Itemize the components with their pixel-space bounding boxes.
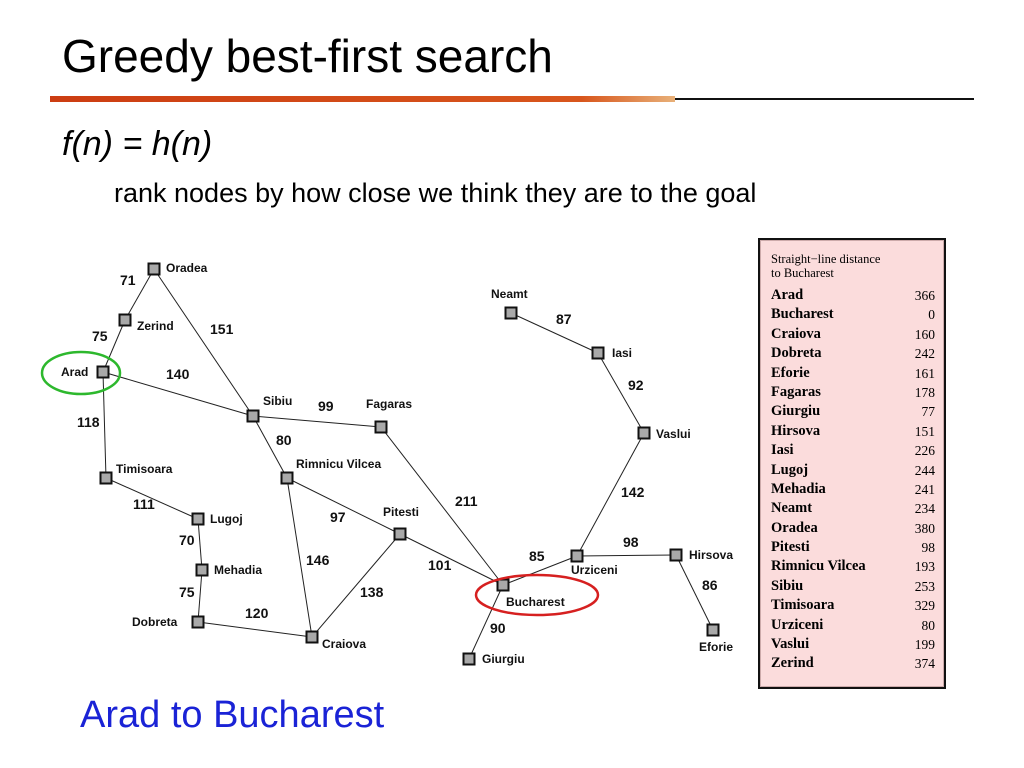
city-label-arad: Arad bbox=[61, 365, 89, 379]
road-distance-label: 98 bbox=[623, 534, 639, 550]
city-label-timisoara: Timisoara bbox=[116, 462, 173, 476]
table-row bbox=[771, 520, 935, 539]
road-distance-label: 120 bbox=[245, 605, 269, 621]
table-row bbox=[771, 617, 935, 636]
table-title-line2: to Bucharest bbox=[771, 266, 834, 280]
table-rows bbox=[771, 287, 935, 675]
city-label-neamt: Neamt bbox=[491, 287, 528, 301]
city-label-lugoj: Lugoj bbox=[210, 512, 243, 526]
city-label-sibiu: Sibiu bbox=[263, 394, 293, 408]
road-distance-label: 70 bbox=[179, 532, 195, 548]
table-city-name: Rimnicu Vilcea bbox=[771, 558, 866, 575]
city-label-urziceni: Urziceni bbox=[571, 563, 618, 577]
city-node-timisoara bbox=[101, 473, 112, 484]
table-distance-value: 80 bbox=[921, 617, 935, 633]
table-city-name: Iasi bbox=[771, 442, 794, 459]
table-city-name: Vaslui bbox=[771, 636, 810, 653]
road-distance-label: 86 bbox=[702, 577, 718, 593]
city-label-rimnicu-vilcea: Rimnicu Vilcea bbox=[296, 457, 382, 471]
table-city-name: Arad bbox=[771, 287, 804, 303]
road-distance-label: 211 bbox=[455, 493, 478, 509]
table-title bbox=[771, 252, 880, 280]
straight-line-distance-table bbox=[758, 238, 946, 689]
table-distance-value: 374 bbox=[914, 656, 935, 672]
table-row bbox=[771, 462, 935, 481]
table-distance-value: 234 bbox=[914, 501, 935, 517]
road-mehadia-dobreta bbox=[198, 570, 202, 622]
table-row bbox=[771, 597, 935, 616]
highlight-layer bbox=[42, 352, 598, 615]
table-row bbox=[771, 345, 935, 364]
table-city-name: Giurgiu bbox=[771, 403, 821, 420]
city-label-iasi: Iasi bbox=[612, 346, 633, 360]
table-row bbox=[771, 539, 935, 558]
road-arad-timisoara bbox=[103, 372, 106, 478]
city-label-fagaras: Fagaras bbox=[366, 397, 413, 411]
table-city-name: Timisoara bbox=[771, 597, 835, 614]
road-distance-label: 92 bbox=[628, 377, 644, 393]
road-distance-label: 87 bbox=[556, 311, 572, 327]
table-city-name: Fagaras bbox=[771, 383, 821, 400]
table-row bbox=[771, 423, 935, 442]
city-node-bucharest bbox=[498, 580, 509, 591]
city-node-fagaras bbox=[376, 422, 387, 433]
road-distance-label: 151 bbox=[210, 321, 234, 337]
caption: Arad to Bucharest bbox=[80, 694, 385, 736]
city-node-rimnicu-vilcea bbox=[282, 473, 293, 484]
table-city-name: Zerind bbox=[771, 655, 814, 672]
city-node-mehadia bbox=[197, 565, 208, 576]
city-node-dobreta bbox=[193, 617, 204, 628]
road-distance-label: 80 bbox=[276, 432, 292, 448]
road-craiova-pitesti bbox=[312, 534, 400, 637]
table-row bbox=[771, 578, 935, 597]
city-label-oradea: Oradea bbox=[166, 261, 208, 275]
table-distance-value: 98 bbox=[921, 540, 935, 556]
table-row bbox=[771, 384, 935, 403]
city-node-urziceni bbox=[572, 551, 583, 562]
table-distance-value: 253 bbox=[914, 578, 935, 594]
city-label-mehadia: Mehadia bbox=[214, 563, 263, 577]
table-row bbox=[771, 326, 935, 345]
city-node-iasi bbox=[593, 348, 604, 359]
cities-layer bbox=[61, 261, 733, 666]
road-distance-label: 75 bbox=[92, 328, 108, 344]
city-label-eforie: Eforie bbox=[699, 640, 734, 654]
road-oradea-sibiu bbox=[154, 269, 253, 416]
table-row bbox=[771, 655, 935, 674]
road-distance-label: 101 bbox=[428, 557, 452, 573]
table-city-name: Urziceni bbox=[771, 616, 824, 633]
table-distance-value: 178 bbox=[914, 384, 935, 400]
city-node-oradea bbox=[149, 264, 160, 275]
city-label-vaslui: Vaslui bbox=[656, 427, 691, 441]
table-distance-value: 0 bbox=[928, 307, 935, 323]
city-node-lugoj bbox=[193, 514, 204, 525]
city-node-craiova bbox=[307, 632, 318, 643]
formula: f(n) = h(n) bbox=[62, 125, 213, 163]
road-sibiu-fagaras bbox=[253, 416, 381, 427]
city-node-vaslui bbox=[639, 428, 650, 439]
road-distance-label: 99 bbox=[318, 398, 334, 414]
city-label-giurgiu: Giurgiu bbox=[482, 652, 525, 666]
city-label-zerind: Zerind bbox=[137, 319, 174, 333]
table-distance-value: 160 bbox=[914, 326, 935, 342]
table-row bbox=[771, 403, 935, 422]
road-distance-label: 71 bbox=[120, 272, 136, 288]
city-label-pitesti: Pitesti bbox=[383, 505, 420, 519]
road-distance-label: 97 bbox=[330, 509, 346, 525]
table-distance-value: 241 bbox=[914, 481, 935, 497]
city-label-hirsova: Hirsova bbox=[689, 548, 734, 562]
table-distance-value: 151 bbox=[914, 423, 935, 439]
roads-layer bbox=[103, 269, 713, 659]
table-row bbox=[771, 287, 935, 306]
table-distance-value: 244 bbox=[914, 462, 935, 478]
table-city-name: Hirsova bbox=[771, 422, 821, 439]
road-distance-label: 75 bbox=[179, 584, 195, 600]
table-city-name: Oradea bbox=[771, 519, 818, 536]
city-node-eforie bbox=[708, 625, 719, 636]
table-city-name: Pitesti bbox=[771, 539, 810, 556]
table-distance-value: 226 bbox=[914, 443, 935, 459]
road-distance-label: 118 bbox=[77, 414, 100, 430]
table-city-name: Neamt bbox=[771, 500, 813, 517]
road-iasi-neamt bbox=[511, 313, 598, 353]
road-vaslui-iasi bbox=[598, 353, 644, 433]
city-node-hirsova bbox=[671, 550, 682, 561]
table-city-name: Dobreta bbox=[771, 345, 822, 362]
table-city-name: Lugoj bbox=[771, 461, 809, 478]
city-node-pitesti bbox=[395, 529, 406, 540]
city-label-dobreta: Dobreta bbox=[132, 615, 178, 629]
table-distance-value: 366 bbox=[914, 288, 935, 303]
road-lugoj-mehadia bbox=[198, 519, 202, 570]
table-row bbox=[771, 558, 935, 577]
table-row bbox=[771, 500, 935, 519]
road-distance-label: 140 bbox=[166, 366, 190, 382]
subtitle: rank nodes by how close we think they are to the goal bbox=[114, 178, 757, 208]
table-city-name: Craiova bbox=[771, 325, 821, 342]
table-distance-value: 77 bbox=[921, 404, 935, 420]
table-row bbox=[771, 481, 935, 500]
city-node-giurgiu bbox=[464, 654, 475, 665]
road-distance-label: 85 bbox=[529, 548, 545, 564]
road-distance-label: 111 bbox=[133, 496, 155, 512]
road-distance-label: 90 bbox=[490, 620, 506, 636]
road-dobreta-craiova bbox=[198, 622, 312, 637]
road-pitesti-bucharest bbox=[400, 534, 503, 585]
road-urziceni-hirsova bbox=[577, 555, 676, 556]
slide-title: Greedy best-first search bbox=[62, 30, 553, 82]
table-title-line1: Straight−line distance bbox=[771, 252, 881, 266]
road-distance-label: 142 bbox=[621, 484, 645, 500]
city-node-zerind bbox=[120, 315, 131, 326]
city-node-sibiu bbox=[248, 411, 259, 422]
city-label-bucharest: Bucharest bbox=[506, 595, 565, 609]
table-row bbox=[771, 636, 935, 655]
road-distance-label: 146 bbox=[306, 552, 330, 568]
table-row bbox=[771, 365, 935, 384]
table-distance-value: 161 bbox=[914, 365, 935, 381]
city-node-arad bbox=[98, 367, 109, 378]
table-distance-value: 199 bbox=[914, 637, 935, 653]
table-city-name: Eforie bbox=[771, 364, 810, 381]
table-city-name: Sibiu bbox=[771, 577, 804, 594]
table-row bbox=[771, 306, 935, 325]
city-node-neamt bbox=[506, 308, 517, 319]
road-distance-label: 138 bbox=[360, 584, 384, 600]
table-distance-value: 193 bbox=[914, 559, 935, 575]
city-label-craiova: Craiova bbox=[322, 637, 367, 651]
table-distance-value: 329 bbox=[914, 598, 935, 614]
table-row bbox=[771, 442, 935, 461]
table-distance-value: 380 bbox=[914, 520, 935, 536]
table-city-name: Mehadia bbox=[771, 480, 826, 497]
table-distance-value: 242 bbox=[914, 346, 935, 362]
table-city-name: Bucharest bbox=[771, 306, 834, 323]
